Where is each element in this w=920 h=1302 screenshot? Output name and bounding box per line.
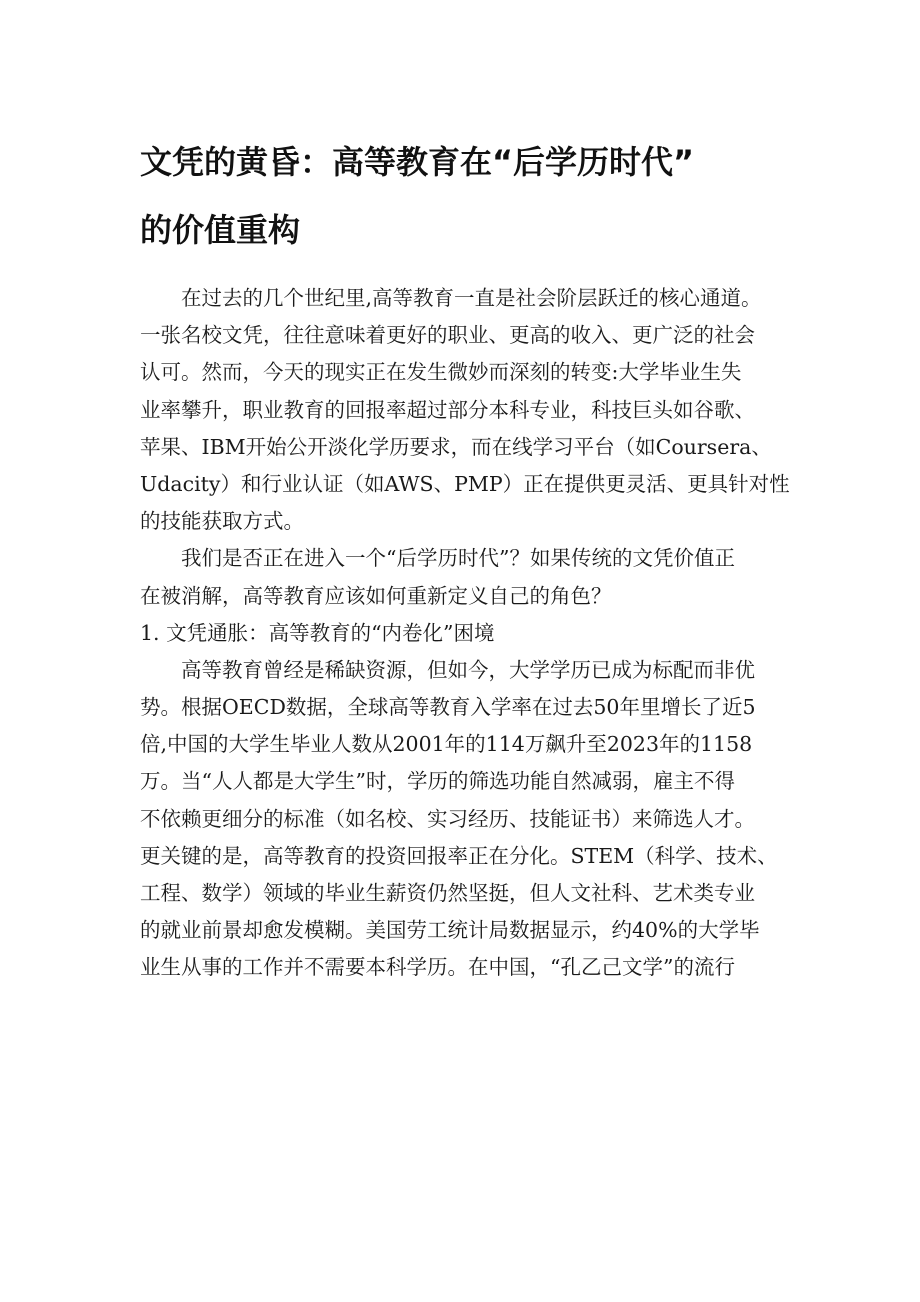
document-title: [140, 128, 800, 264]
text-line: 认可。然而，今天的现实正在发生微妙而深刻的转变:大学毕业生失: [140, 360, 742, 385]
text-line: 一张名校文凭，往往意味着更好的职业、更高的收入、更广泛的社会: [140, 323, 755, 348]
section-heading: 1. 文凭通胀：高等教育的“内卷化”困境: [140, 620, 495, 645]
text-line: 业率攀升，职业教育的回报率超过部分本科专业，科技巨头如谷歌、: [140, 397, 755, 422]
text-line: 工程、数学）领域的毕业生薪资仍然坚挺，但人文社科、艺术类专业: [140, 881, 755, 905]
paragraph-intro: [140, 280, 800, 540]
document-body: [140, 280, 800, 987]
text-line: 我们是否正在进入一个“后学历时代”？如果传统的文凭价值正: [181, 546, 735, 571]
text-line: 高等教育曾经是稀缺资源，但如今，大学学历已成为标配而非优: [181, 657, 755, 682]
paragraph-question: [140, 540, 800, 614]
text-line: 业生从事的工作并不需要本科学历。在中国，“孔乙己文学”的流行: [140, 955, 735, 980]
text-line: 不依赖更细分的标准（如名校、实习经历、技能证书）来筛选人才。: [140, 806, 755, 831]
title-line-2: 的价值重构: [140, 211, 301, 249]
paragraph-diploma-inflation: [140, 652, 800, 987]
text-line: 更关键的是，高等教育的投资回报率正在分化。STEM（科学、技术、: [140, 843, 778, 868]
text-line: Udacity）和行业认证（如AWS、PMP）正在提供更灵活、更具针对性: [140, 471, 790, 496]
text-line: 在被消解，高等教育应该如何重新定义自己的角色？: [140, 583, 612, 608]
text-line: 势。根据OECD数据，全球高等教育入学率在过去50年里增长了近5: [140, 695, 756, 720]
text-line: 万。当“人人都是大学生”时，学历的筛选功能自然减弱，雇主不得: [140, 769, 735, 794]
text-line: 苹果、IBM开始公开淡化学历要求，而在线学习平台（如Coursera、: [140, 434, 772, 459]
text-line: 的就业前景却愈发模糊。美国劳工统计局数据显示，约40%的大学毕: [140, 918, 760, 943]
text-line: 倍,中国的大学生毕业人数从2001年的114万飙升至2023年的1158: [140, 732, 753, 757]
title-line-1: 文凭的黄昏：高等教育在“后学历时代”: [140, 143, 695, 181]
text-line: 的技能获取方式。: [140, 509, 304, 534]
text-line: 在过去的几个世纪里,高等教育一直是社会阶层跃迁的核心通道。: [181, 286, 762, 310]
